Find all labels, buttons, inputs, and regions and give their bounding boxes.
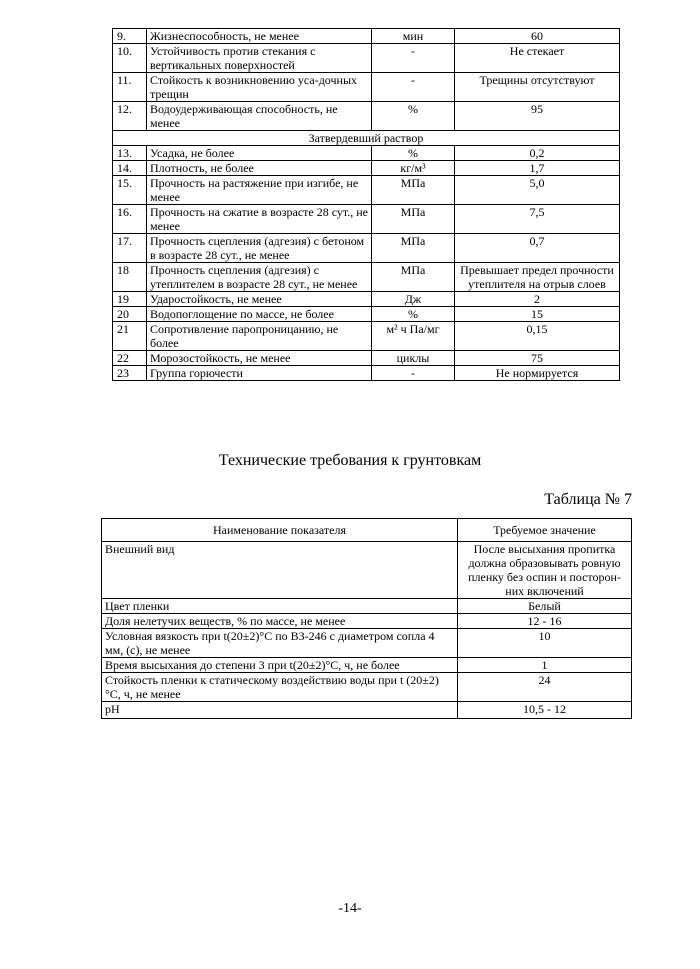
property-unit: МПа xyxy=(372,263,455,292)
table-row xyxy=(113,351,620,366)
property-value: 24 xyxy=(458,673,632,702)
property-unit: - xyxy=(372,73,455,102)
property-name: Время высыхания до степени 3 при t(20±2)°С, ч, не более xyxy=(102,658,458,673)
property-unit: кг/м³ xyxy=(372,161,455,176)
row-number: 20 xyxy=(113,307,147,322)
row-number: 21 xyxy=(113,322,147,351)
property-unit: % xyxy=(372,146,455,161)
property-unit: Дж xyxy=(372,292,455,307)
property-value: 10 xyxy=(458,629,632,658)
table-row xyxy=(102,614,632,629)
property-name: Водопоглощение по массе, не более xyxy=(147,307,372,322)
section-title: Затвердевший раствор xyxy=(113,131,620,146)
row-number: 15. xyxy=(113,176,147,205)
row-number: 11. xyxy=(113,73,147,102)
property-value: 1,7 xyxy=(455,161,620,176)
property-value: Превышает предел прочности утеплителя на отрыв слоев xyxy=(455,263,620,292)
table-row xyxy=(113,102,620,131)
property-name: Прочность на растяжение при изгибе, не менее xyxy=(147,176,372,205)
property-unit: - xyxy=(372,366,455,381)
property-value: 5,0 xyxy=(455,176,620,205)
header-name: Наименование показателя xyxy=(102,519,458,542)
property-value: 7,5 xyxy=(455,205,620,234)
property-value: 0,2 xyxy=(455,146,620,161)
property-name: Усадка, не более xyxy=(147,146,372,161)
property-value: Не нормируется xyxy=(455,366,620,381)
property-unit: МПа xyxy=(372,176,455,205)
property-unit: МПа xyxy=(372,234,455,263)
table-row xyxy=(113,161,620,176)
page-number: -14- xyxy=(338,901,362,916)
property-name: Жизнеспособность, не менее xyxy=(147,29,372,44)
property-name: Прочность сцепления (адгезия) с бетоном в возрасте 28 сут., не менее xyxy=(147,234,372,263)
property-value: 1 xyxy=(458,658,632,673)
property-value: 12 - 16 xyxy=(458,614,632,629)
primer-requirements-table xyxy=(101,518,632,719)
property-unit: мин xyxy=(372,29,455,44)
property-value: После высыхания пропитка должна образовывать ровную пленку без оспин и посторон-них включений xyxy=(458,542,632,599)
property-value: 95 xyxy=(455,102,620,131)
property-unit: - xyxy=(372,44,455,73)
property-value: Трещины отсутствуют xyxy=(455,73,620,102)
property-value: 0,7 xyxy=(455,234,620,263)
table-label: Таблица № 7 xyxy=(544,491,632,508)
property-value: 2 xyxy=(455,292,620,307)
row-number: 18 xyxy=(113,263,147,292)
property-name: Сопротивление паропроницанию, не более xyxy=(147,322,372,351)
table-row xyxy=(113,263,620,292)
property-name: Группа горючести xyxy=(147,366,372,381)
property-name: Стойкость пленки к статическому воздействию воды при t (20±2)°С, ч, не менее xyxy=(102,673,458,702)
table-row xyxy=(113,44,620,73)
property-unit: м² ч Па/мг xyxy=(372,322,455,351)
property-name: Доля нелетучих веществ, % по массе, не менее xyxy=(102,614,458,629)
row-number: 10. xyxy=(113,44,147,73)
property-value: 60 xyxy=(455,29,620,44)
row-number: 23 xyxy=(113,366,147,381)
table-row xyxy=(113,205,620,234)
property-name: Цвет пленки xyxy=(102,599,458,614)
table-row xyxy=(113,73,620,102)
property-value: 75 xyxy=(455,351,620,366)
row-number: 13. xyxy=(113,146,147,161)
property-value: 0,15 xyxy=(455,322,620,351)
section-row xyxy=(113,131,620,146)
property-unit: % xyxy=(372,102,455,131)
row-number: 22 xyxy=(113,351,147,366)
table-row xyxy=(102,599,632,614)
table-row xyxy=(113,234,620,263)
property-value: 10,5 - 12 xyxy=(458,702,632,719)
table-row xyxy=(113,176,620,205)
header-value: Требуемое значение xyxy=(458,519,632,542)
table-row xyxy=(102,702,632,719)
property-value: Белый xyxy=(458,599,632,614)
property-name: pH xyxy=(102,702,458,719)
table-row xyxy=(113,146,620,161)
property-name: Прочность сцепления (адгезия) с утеплителем в возрасте 28 сут., не менее xyxy=(147,263,372,292)
row-number: 12. xyxy=(113,102,147,131)
row-number: 14. xyxy=(113,161,147,176)
property-value: Не стекает xyxy=(455,44,620,73)
property-name: Морозостойкость, не менее xyxy=(147,351,372,366)
table-row xyxy=(113,29,620,44)
table-row xyxy=(102,629,632,658)
property-value: 15 xyxy=(455,307,620,322)
row-number: 19 xyxy=(113,292,147,307)
table-row xyxy=(113,366,620,381)
property-name: Стойкость к возникновению уса-дочных трещин xyxy=(147,73,372,102)
section-heading: Технические требования к грунтовкам xyxy=(218,452,482,469)
table-header-row xyxy=(102,519,632,542)
property-unit: циклы xyxy=(372,351,455,366)
property-name: Условная вязкость при t(20±2)°С по ВЗ-246 с диаметром сопла 4 мм, (с), не менее xyxy=(102,629,458,658)
property-unit: % xyxy=(372,307,455,322)
property-name: Внешний вид xyxy=(102,542,458,599)
table-row xyxy=(113,292,620,307)
table-row xyxy=(102,658,632,673)
property-name: Водоудерживающая способность, не менее xyxy=(147,102,372,131)
table-row xyxy=(102,673,632,702)
properties-table-continued xyxy=(112,28,620,381)
property-name: Ударостойкость, не менее xyxy=(147,292,372,307)
table-row xyxy=(113,307,620,322)
row-number: 16. xyxy=(113,205,147,234)
table-row xyxy=(113,322,620,351)
property-unit: МПа xyxy=(372,205,455,234)
row-number: 17. xyxy=(113,234,147,263)
property-name: Плотность, не более xyxy=(147,161,372,176)
row-number: 9. xyxy=(113,29,147,44)
table-row xyxy=(102,542,632,599)
property-name: Устойчивость против стекания с вертикальных поверхностей xyxy=(147,44,372,73)
property-name: Прочность на сжатие в возрасте 28 сут., не менее xyxy=(147,205,372,234)
